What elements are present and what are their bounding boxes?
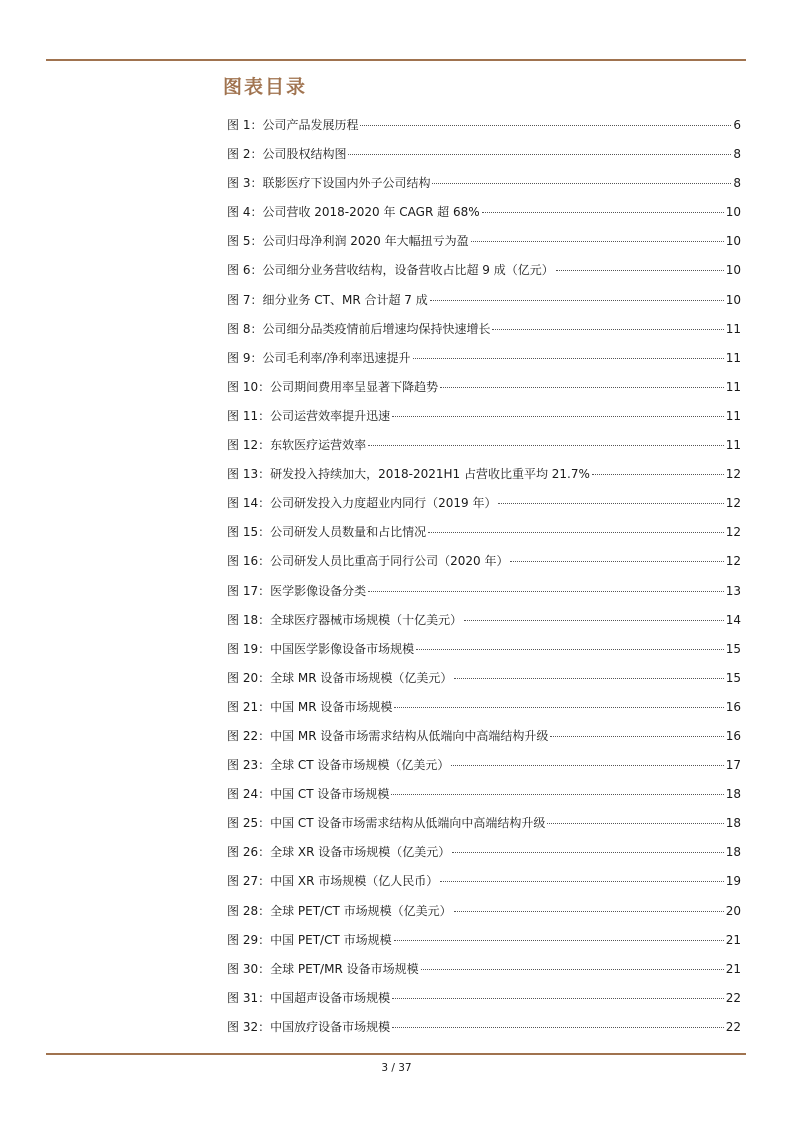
toc-entry-label[interactable]: 图 28：全球 PET/CT 市场规模（亿美元） <box>227 903 452 918</box>
toc-entry-page[interactable]: 12 <box>725 467 741 482</box>
dot-leader <box>392 1027 724 1028</box>
dot-leader <box>392 416 724 417</box>
toc-entry-page[interactable]: 21 <box>725 932 741 947</box>
toc-entry-page[interactable]: 11 <box>725 438 741 453</box>
toc-entry[interactable] <box>227 641 741 670</box>
toc-entry-label[interactable]: 图 16：公司研发人员比重高于同行公司（2020 年） <box>227 554 509 569</box>
toc-entry[interactable] <box>227 844 741 873</box>
dot-leader <box>556 270 724 271</box>
header-rule <box>46 59 746 61</box>
dot-leader <box>392 998 724 999</box>
dot-leader <box>413 358 724 359</box>
toc-entry-label[interactable]: 图 21：中国 MR 设备市场规模 <box>227 699 393 714</box>
toc-entry[interactable] <box>227 1019 741 1048</box>
toc-entry-page[interactable]: 6 <box>733 118 741 132</box>
toc-entry[interactable] <box>227 117 741 146</box>
dot-leader <box>440 387 724 388</box>
toc-entry-page[interactable]: 11 <box>725 408 741 423</box>
toc-entry-page[interactable]: 21 <box>725 961 741 976</box>
toc-entry-label[interactable]: 图 26：全球 XR 设备市场规模（亿美元） <box>227 845 451 860</box>
toc-entry[interactable] <box>227 990 741 1019</box>
toc-entry-page[interactable]: 22 <box>725 1019 741 1034</box>
toc-entry-label[interactable]: 图 15：公司研发人员数量和占比情况 <box>227 525 427 540</box>
footer-rule <box>46 1053 746 1055</box>
toc-entry-page[interactable]: 12 <box>725 554 741 569</box>
toc-entry-page[interactable]: 18 <box>725 787 741 802</box>
toc-entry-label[interactable]: 图 11：公司运营效率提升迅速 <box>227 408 391 423</box>
toc-entry-page[interactable]: 12 <box>725 525 741 540</box>
toc-entry-label[interactable]: 图 14：公司研发投入力度超业内同行（2019 年） <box>227 496 497 511</box>
page-title: 图表目录 <box>223 76 308 98</box>
dot-leader <box>451 765 723 766</box>
dot-leader <box>454 911 724 912</box>
toc-entry-label[interactable]: 图 18：全球医疗器械市场规模（十亿美元） <box>227 612 463 627</box>
dot-leader <box>394 940 724 941</box>
toc-entry-page[interactable]: 18 <box>725 845 741 860</box>
dot-leader <box>454 678 723 679</box>
toc-entry-page[interactable]: 13 <box>725 583 741 598</box>
toc-entry[interactable] <box>227 466 741 495</box>
dot-leader <box>360 125 731 126</box>
dot-leader <box>440 881 723 882</box>
toc-entry[interactable] <box>227 757 741 786</box>
toc-entry[interactable] <box>227 873 741 902</box>
toc-entry[interactable] <box>227 553 741 582</box>
toc-entry-label[interactable]: 图 7：细分业务 CT、MR 合计超 7 成 <box>227 292 428 307</box>
toc-entry-label[interactable]: 图 24：中国 CT 设备市场规模 <box>227 787 390 802</box>
toc-entry-label[interactable]: 图 31：中国超声设备市场规模 <box>227 990 391 1005</box>
toc-entry-page[interactable]: 10 <box>725 263 741 278</box>
toc-entry[interactable] <box>227 204 741 233</box>
toc-entry-label[interactable]: 图 32：中国放疗设备市场规模 <box>227 1019 391 1034</box>
toc-entry-page[interactable]: 8 <box>733 176 741 191</box>
toc-entry-page[interactable]: 14 <box>725 612 741 627</box>
toc-entry[interactable] <box>227 408 741 437</box>
toc-entry[interactable] <box>227 961 741 990</box>
toc-entry-label[interactable]: 图 4：公司营收 2018-2020 年 CAGR 超 68% <box>227 205 480 220</box>
toc-entry-label[interactable]: 图 23：全球 CT 设备市场规模（亿美元） <box>227 758 450 773</box>
dot-leader <box>394 707 723 708</box>
toc-entry-label[interactable]: 图 12：东软医疗运营效率 <box>227 438 367 453</box>
dot-leader <box>482 212 724 213</box>
toc-entry[interactable] <box>227 524 741 553</box>
toc-entry[interactable] <box>227 437 741 466</box>
toc-entry-label[interactable]: 图 13：研发投入持续加大，2018-2021H1 占营收比重平均 21.7% <box>227 467 590 482</box>
toc-entry[interactable] <box>227 583 741 612</box>
toc-entry-page[interactable]: 16 <box>725 699 741 714</box>
toc-entry[interactable] <box>227 903 741 932</box>
toc-entry-label[interactable]: 图 30：全球 PET/MR 设备市场规模 <box>227 961 419 976</box>
toc-entry[interactable] <box>227 612 741 641</box>
toc-entry-page[interactable]: 19 <box>725 874 741 889</box>
dot-leader <box>368 591 724 592</box>
toc-entry-page[interactable]: 15 <box>725 641 741 656</box>
toc-entry-page[interactable]: 16 <box>725 728 741 743</box>
toc-entry-page[interactable]: 17 <box>725 758 741 773</box>
toc-entry-label[interactable]: 图 9：公司毛利率/净利率迅速提升 <box>227 350 411 365</box>
dot-leader <box>464 620 724 621</box>
dot-leader <box>368 445 724 446</box>
toc-entry-label[interactable]: 图 25：中国 CT 设备市场需求结构从低端向中高端结构升级 <box>227 816 546 831</box>
toc-entry[interactable] <box>227 815 741 844</box>
toc-entry-page[interactable]: 11 <box>725 350 741 365</box>
dot-leader <box>471 241 724 242</box>
toc-entry-page[interactable]: 11 <box>725 379 741 394</box>
toc-entry[interactable] <box>227 146 741 175</box>
dot-leader <box>428 532 724 533</box>
toc-entry[interactable] <box>227 292 741 321</box>
toc-entry-page[interactable]: 20 <box>725 903 741 918</box>
toc-entry-page[interactable]: 10 <box>725 292 741 307</box>
toc-entry[interactable] <box>227 233 741 262</box>
toc-entry-label[interactable]: 图 17：医学影像设备分类 <box>227 583 367 598</box>
toc-entry-label[interactable]: 图 22：中国 MR 设备市场需求结构从低端向中高端结构升级 <box>227 728 549 743</box>
toc-entry-page[interactable]: 15 <box>725 670 741 685</box>
toc-entry-label[interactable]: 图 3：联影医疗下设国内外子公司结构 <box>227 176 431 191</box>
toc-entry-label[interactable]: 图 19：中国医学影像设备市场规模 <box>227 641 415 656</box>
toc-entry[interactable] <box>227 786 741 815</box>
toc-entry[interactable] <box>227 175 741 204</box>
toc-entry-label[interactable]: 图 6：公司细分业务营收结构，设备营收占比超 9 成（亿元） <box>227 263 554 278</box>
toc-entry-label[interactable]: 图 1：公司产品发展历程 <box>227 118 359 132</box>
toc-entry[interactable] <box>227 350 741 379</box>
toc-entry-label[interactable]: 图 29：中国 PET/CT 市场规模 <box>227 932 392 947</box>
toc-entry-page[interactable]: 18 <box>725 816 741 831</box>
toc-entry-label[interactable]: 图 5：公司归母净利润 2020 年大幅扭亏为盈 <box>227 234 469 249</box>
toc-entry-label[interactable]: 图 20：全球 MR 设备市场规模（亿美元） <box>227 670 453 685</box>
dot-leader <box>432 183 731 184</box>
dot-leader <box>421 969 724 970</box>
toc-entry[interactable] <box>227 932 741 961</box>
toc-entry[interactable] <box>227 262 741 291</box>
toc-entry-page[interactable]: 11 <box>725 321 741 336</box>
dot-leader <box>391 794 723 795</box>
toc-entry[interactable] <box>227 495 741 524</box>
toc-entry[interactable] <box>227 699 741 728</box>
toc-entry-page[interactable]: 8 <box>733 147 741 162</box>
toc-entry-page[interactable]: 22 <box>725 990 741 1005</box>
toc-entry[interactable] <box>227 728 741 757</box>
dot-leader <box>452 852 723 853</box>
dot-leader <box>550 736 723 737</box>
toc-entry-label[interactable]: 图 27：中国 XR 市场规模（亿人民币） <box>227 874 439 889</box>
dot-leader <box>430 300 724 301</box>
toc-entry-label[interactable]: 图 10：公司期间费用率呈显著下降趋势 <box>227 379 439 394</box>
toc-entry-page[interactable]: 10 <box>725 234 741 249</box>
dot-leader <box>547 823 723 824</box>
toc-entry[interactable] <box>227 379 741 408</box>
toc-entry[interactable] <box>227 321 741 350</box>
figure-toc-list <box>227 117 741 1048</box>
dot-leader <box>498 503 723 504</box>
toc-entry-page[interactable]: 12 <box>725 496 741 511</box>
dot-leader <box>510 561 723 562</box>
dot-leader <box>492 329 723 330</box>
toc-entry-label[interactable]: 图 8：公司细分品类疫情前后增速均保持快速增长 <box>227 321 491 336</box>
dot-leader <box>592 474 724 475</box>
toc-entry[interactable] <box>227 670 741 699</box>
toc-entry-label[interactable]: 图 2：公司股权结构图 <box>227 147 347 162</box>
dot-leader <box>416 649 724 650</box>
page-number: 3 / 37 <box>381 1062 412 1074</box>
dot-leader <box>348 154 731 155</box>
toc-entry-page[interactable]: 10 <box>725 205 741 220</box>
